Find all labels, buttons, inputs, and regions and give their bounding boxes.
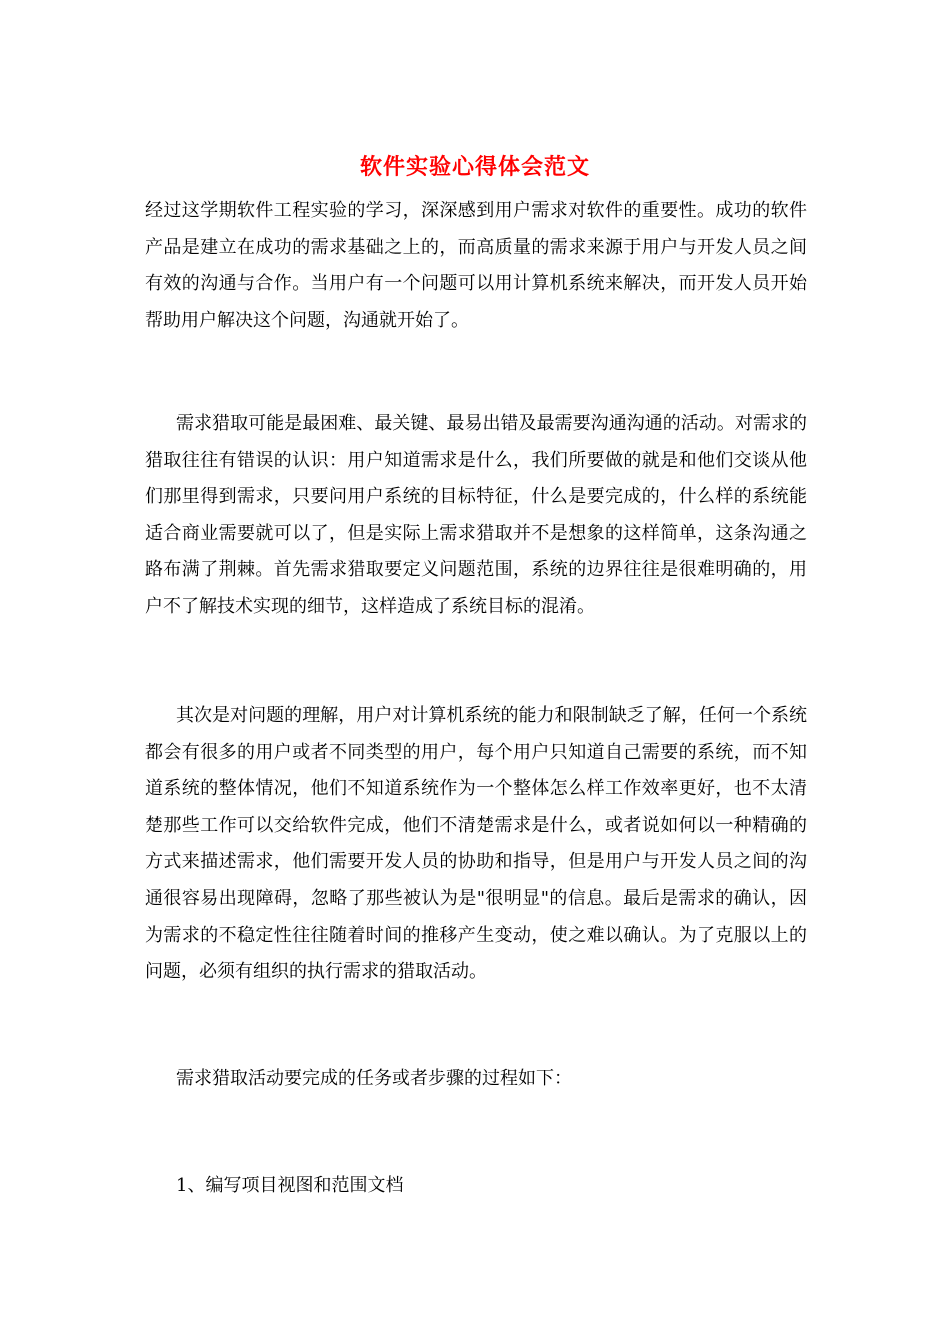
paragraph-requirements-elicitation: 需求猎取可能是最困难、最关键、最易出错及最需要沟通沟通的活动。对需求的猎取往往有错误的认识：用户知道需求是什么，我们所要做的就是和他们交谈从他们那里得到需求，只要问用户系统的目标特征，什么是要完成的，什么样的系统能适合商业需要就可以了，但是实际上需求猎取并不是想象的这样简单，这条沟通之路布满了荆棘。首先需求猎取要定义问题范围，系统的边界往往是很难明确的，用户不了解技术实现的细节，这样造成了系统目标的混淆。 xyxy=(145,413,807,617)
paragraph-problem-understanding: 其次是对问题的理解，用户对计算机系统的能力和限制缺乏了解，任何一个系统都会有很多的用户或者不同类型的用户，每个用户只知道自己需要的系统，而不知道系统的整体情况，他们不知道系统作为一个整体怎么样工作效率更好，也不太清楚那些工作可以交给软件完成，他们不清楚需求是什么，或者说如何以一种精确的方式来描述需求，他们需要开发人员的协助和指导，但是用户与开发人员之间的沟通很容易出现障碍，忽略了那些被认为是"很明显"的信息。最后是需求的确认，因为需求的不稳定性往往随着时间的推移产生变动，使之难以确认。为了克服以上的问题，必须有组织的执行需求的猎取活动。 xyxy=(145,705,807,983)
document-title: 软件实验心得体会范文 xyxy=(359,154,590,180)
paragraph-process-intro: 需求猎取活动要完成的任务或者步骤的过程如下： xyxy=(176,1068,572,1089)
paragraph-intro: 经过这学期软件工程实验的学习，深深感到用户需求对软件的重要性。成功的软件产品是建立在成功的需求基础之上的，而高质量的需求来源于用户与开发人员之间有效的沟通与合作。当用户有一个问题可以用计算机系统来解决，而开发人员开始帮助用户解决这个问题，沟通就开始了。 xyxy=(145,200,807,331)
list-item-step-1: 1、编写项目视图和范围文档 xyxy=(176,1175,404,1196)
